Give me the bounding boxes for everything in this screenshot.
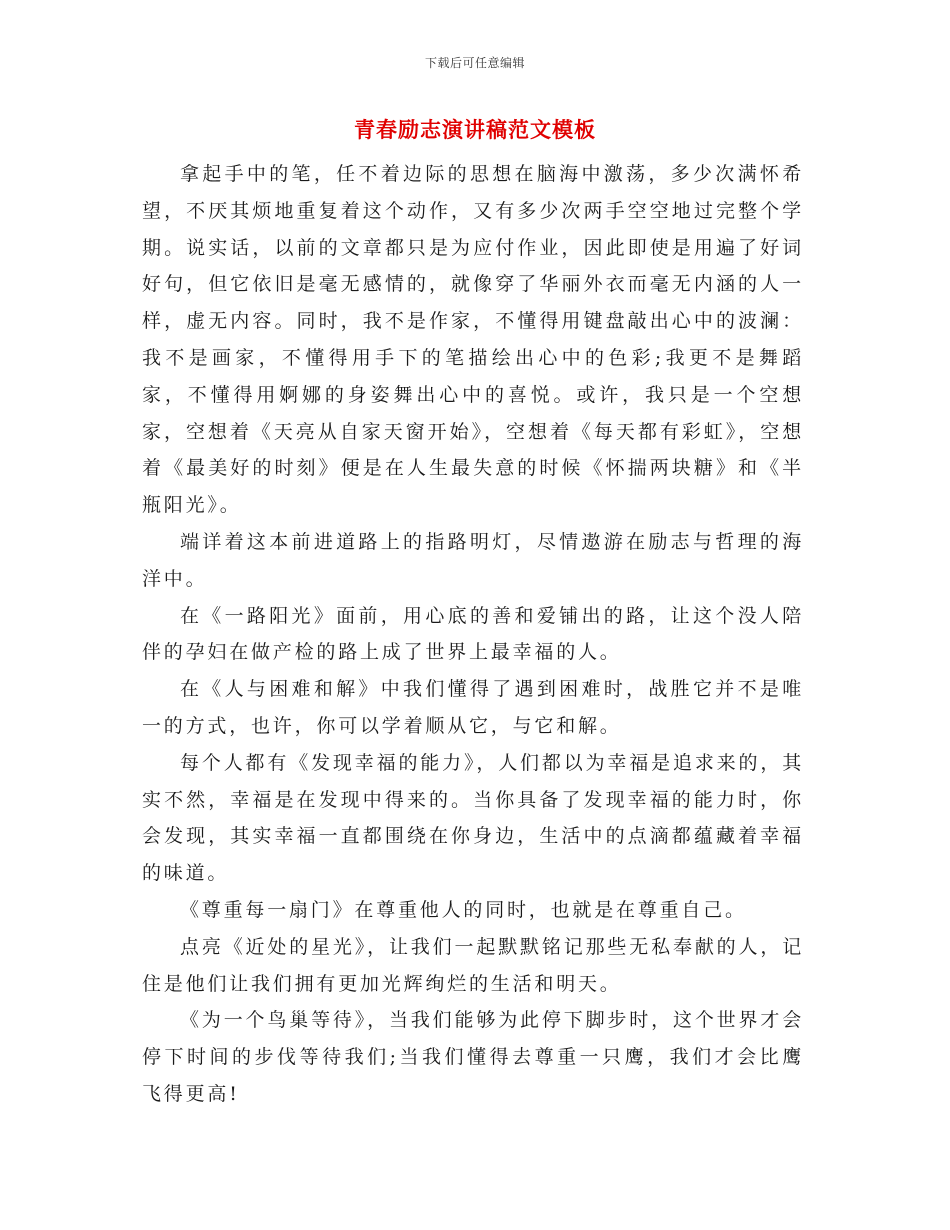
paragraph: 《为一个鸟巢等待》，当我们能够为此停下脚步时，这个世界才会停下时间的步伐等待我们;当我们懂得去尊重一只鹰，我们才会比鹰飞得更高! bbox=[142, 1009, 804, 1105]
paragraph: 每个人都有《发现幸福的能力》，人们都以为幸福是追求来的，其实不然，幸福是在发现中得来的。当你具备了发现幸福的能力时，你会发现，其实幸福一直都围绕在你身边，生活中的点滴都蕴藏着幸福的味道。 bbox=[142, 751, 804, 885]
paragraph: 在《人与困难和解》中我们懂得了遇到困难时，战胜它并不是唯一的方式，也许，你可以学着顺从它，与它和解。 bbox=[142, 678, 804, 737]
paragraph: 《尊重每一扇门》在尊重他人的同时，也就是在尊重自己。 bbox=[180, 898, 747, 921]
document-body bbox=[142, 156, 804, 1113]
paragraph: 拿起手中的笔，任不着边际的思想在脑海中激荡，多少次满怀希望，不厌其烦地重复着这个动作，又有多少次两手空空地过完整个学期。说实话，以前的文章都只是为应付作业，因此即使是用遍了好词好句，但它依旧是毫无感情的，就像穿了华丽外衣而毫无内涵的人一样，虚无内容。同时，我不是作家，不懂得用键盘敲出心中的波澜：我不是画家，不懂得用手下的笔描绘出心中的色彩;我更不是舞蹈家，不懂得用婀娜的身姿舞出心中的喜悦。或许，我只是一个空想家，空想着《天亮从自家天窗开始》，空想着《每天都有彩虹》，空想着《最美好的时刻》便是在人生最失意的时候《怀揣两块糖》和《半瓶阳光》。 bbox=[142, 163, 804, 517]
paragraph: 端详着这本前进道路上的指路明灯，尽情遨游在励志与哲理的海洋中。 bbox=[142, 530, 804, 590]
document-title: 青春励志演讲稿范文模板 bbox=[354, 117, 596, 142]
paragraph: 在《一路阳光》面前，用心底的善和爱铺出的路，让这个没人陪伴的孕妇在做产检的路上成了世界上最幸福的人。 bbox=[142, 604, 804, 664]
header-note: 下载后可任意编辑 bbox=[424, 56, 525, 70]
paragraph: 点亮《近处的星光》，让我们一起默默铭记那些无私奉献的人，记住是他们让我们拥有更加光辉绚烂的生活和明天。 bbox=[142, 935, 804, 995]
